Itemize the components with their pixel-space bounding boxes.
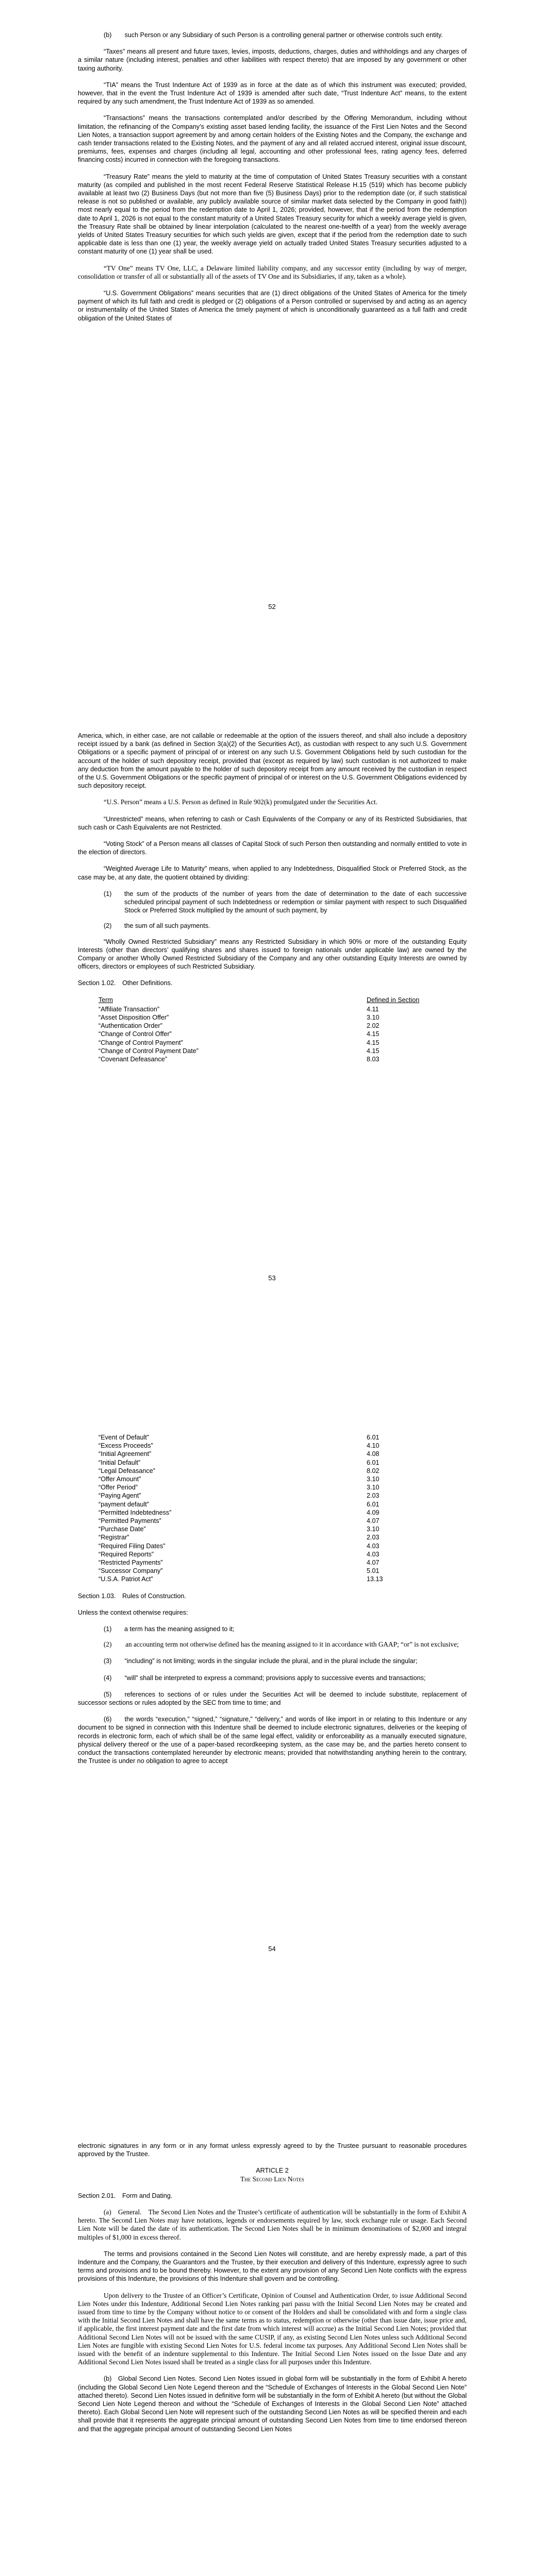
def-treasury-rate: “Treasury Rate” means the yield to maturity at the time of computation of United States Treasury securities with a constant maturity (as compiled and published in the most recent Federal Reserve Statistical Release H.15 (519) which has become publicly available at least two (2) Business Days (but not more than five (5) Business Days) prior to the redemption date (or, if such statistical release is not so published or available, any publicly available source of similar market data selected by the Company in good faith)) most nearly equal to the period from the redemption date to April 1, 2026; provided, however, that if the period from the redemption date to April 1, 2026 is not equal to the constant maturity of a United States Treasury security for which a weekly average yield is given, the Treasury Rate shall be obtained by linear interpolation (calculated to the nearest one-twelfth of a year) from the weekly average yields of United States Treasury securities for which such yields are given, except that if the period from the redemption date to such applicable date is less than one (1) year, the weekly average yield on actually traded United States Treasury securities adjusted to a constant maturity of one (1) year shall be used. — [78, 173, 467, 256]
terms-table-p53 — [78, 1005, 467, 1063]
clause-b: (b) such Person or any Subsidiary of such Person is a controlling general partner or otherwise controls such entity. — [104, 31, 443, 39]
list-text: the words “execution,” “signed,” “signature,” “delivery,” and words of like import in or relating to this Indenture or any document to be signed in connection with this Indenture shall be deemed to include electronic signatures, deliveries or the keeping of records in electronic form, each of which shall be of the same legal effect, validity or enforceability as a manually executed signature, physical delivery thereof or the use of a paper-based recordkeeping system, as the case may be, and the parties hereto consent to conduct the transactions contemplated hereunder by electronic means; provided that notwithstanding anything herein to the contrary, the Trustee is under no obligation to agree to accept — [78, 1716, 467, 1765]
list-number: (1) — [104, 890, 112, 897]
term-section: 8.03 — [367, 1056, 380, 1063]
term-name: “Covenant Defeasance” — [98, 1056, 168, 1063]
terms-table-header — [98, 996, 428, 1004]
term-name: “Paying Agent” — [98, 1492, 141, 1500]
term-name: “Offer Amount” — [98, 1476, 141, 1483]
us-gov-continued: America, which, in either case, are not callable or redeemable at the option of the issuers thereof, and shall also include a depository receipt issued by a bank (as defined in Section 3(a)(2) of the Securities Act), as custodian with respect to any such U.S. Government Obligations or a specific payment of principal of or interest on any such U.S. Government Obligations held by such custodian for the account of the holder of such depository receipt, provided that (except as required by law) such custodian is not authorized to make any deduction from the amount payable to the holder of such depository receipt from any amount received by the custodian in respect of the U.S. Government Obligations or the specific payment of principal of or interest on the U.S. Government Obligations evidenced by such depository receipt. — [78, 732, 467, 790]
page-55-body — [78, 2142, 467, 2442]
term-row — [98, 1533, 428, 1541]
term-name: “Authentication Order” — [98, 1022, 162, 1030]
term-section: 4.07 — [367, 1517, 380, 1525]
def-taxes: “Taxes” means all present and future taxes, levies, imposts, deductions, charges, duties and withholdings and any charges of a similar nature (including interest, penalties and other liabilities with respect thereto) that are imposed by any government or other taxing authority. — [78, 48, 467, 72]
term-section: 6.01 — [367, 1500, 380, 1508]
article-2-title: The Second Lien Notes — [240, 2175, 304, 2183]
term-section: 4.03 — [367, 1542, 380, 1550]
def-tia: “TIA” means the Trust Indenture Act of 1939 as in force at the date as of which this instrument was executed; provided, however, that in the event the Trust Indenture Act of 1939 is amended after such date, “Trust Indenture Act” means, to the extent required by any such amendment, the Trust Indenture Act of 1939 as so amended. — [78, 81, 467, 106]
list-text: “will” shall be interpreted to express a command; provisions apply to successive events and transactions; — [124, 1674, 426, 1682]
page-number: 52 — [268, 603, 276, 611]
def-voting-stock: “Voting Stock” of a Person means all classes of Capital Stock of such Person then outstanding and normally entitled to vote in the election of directors. — [78, 840, 467, 856]
term-row — [98, 1509, 428, 1517]
page-54-body — [78, 1433, 467, 1774]
list-text: the sum of all such payments. — [124, 922, 210, 930]
list-number: (6) — [104, 1716, 112, 1723]
term-row — [98, 1567, 428, 1575]
section-2-01-heading: Section 2.01. Form and Dating. — [78, 2192, 173, 2199]
term-section: 4.15 — [367, 1039, 380, 1046]
term-name: “U.S.A. Patriot Act” — [98, 1575, 153, 1583]
list-number: (2) — [104, 922, 112, 930]
term-section: 4.07 — [367, 1559, 380, 1567]
list-number: (4) — [104, 1674, 112, 1682]
term-section: 8.02 — [367, 1467, 380, 1475]
term-section: 4.15 — [367, 1030, 380, 1038]
term-row — [98, 1575, 428, 1583]
term-section: 2.03 — [367, 1492, 380, 1500]
term-row — [98, 1030, 428, 1038]
page-52 — [0, 0, 544, 703]
page-53 — [0, 703, 544, 1406]
term-section: 6.01 — [367, 1459, 380, 1466]
term-section: 2.02 — [367, 1022, 380, 1030]
term-row — [98, 1055, 428, 1063]
term-name: “Event of Default” — [98, 1434, 149, 1441]
upon-delivery-para: Upon delivery to the Trustee of an Officer’s Certificate, Opinion of Counsel and Authentication Order, to issue Additional Second Lien Notes under this Indenture, Additional Second Lien Notes ranking pari passu with the Initial Second Lien Notes may be created and issued from time to time by the Company without notice to or consent of the Holders and shall be consolidated with and form a single class with the Initial Second Lien Notes and shall have the same terms as to status, redemption or otherwise (other than issue date, issue price and, if applicable, the first interest payment date and the first date from which interest will accrue) as the Initial Second Lien Notes; provided that Additional Second Lien Notes will not be issued with the same CUSIP, if any, as existing Second Lien Notes unless such Additional Second Lien Notes are fungible with existing Second Lien Notes for U.S. federal income tax purposes. Any Additional Second Lien Notes shall be issued with the benefit of an indenture supplemental to this Indenture. The Initial Second Lien Notes issued on the Issue Date and any Additional Second Lien Notes issued shall be treated as a single class for all purposes under this Indenture. — [78, 2291, 467, 2366]
term-section: 3.10 — [367, 1526, 380, 1533]
term-row — [98, 1022, 428, 1030]
term-name: “Required Reports” — [98, 1550, 154, 1558]
rule-5 — [78, 1690, 467, 1707]
term-row — [98, 1517, 428, 1525]
term-row — [98, 1450, 428, 1458]
term-name: “Excess Proceeds” — [98, 1442, 153, 1450]
term-row — [98, 1442, 428, 1450]
term-section: 4.11 — [367, 1005, 379, 1013]
term-row — [98, 1475, 428, 1483]
term-row — [98, 1500, 428, 1509]
list-number: (1) — [104, 1625, 112, 1633]
rule-3 — [78, 1657, 467, 1665]
term-name: “payment default” — [98, 1500, 150, 1508]
term-name: “Required Filing Dates” — [98, 1542, 166, 1550]
term-name: “Registrar” — [98, 1534, 129, 1541]
term-name: “Restricted Payments” — [98, 1559, 163, 1567]
term-row — [98, 1459, 428, 1467]
term-name: “Affiliate Transaction” — [98, 1005, 160, 1013]
term-row — [98, 1433, 428, 1442]
rule-2 — [78, 1640, 467, 1649]
term-row — [98, 1039, 428, 1047]
list-text: “including” is not limiting; words in the singular include the plural, and in the plural include the singular; — [124, 1657, 418, 1665]
term-row — [98, 1013, 428, 1022]
term-name: “Permitted Indebtedness” — [98, 1509, 172, 1516]
term-section: 4.08 — [367, 1450, 380, 1458]
def-unrestricted: “Unrestricted” means, when referring to cash or Cash Equivalents of the Company or any of its Restricted Subsidiaries, that such cash or Cash Equivalents are not Restricted. — [78, 815, 467, 831]
list-text: a term has the meaning assigned to it; — [124, 1625, 235, 1633]
term-section: 4.10 — [367, 1442, 380, 1450]
term-name: “Change of Control Payment Date” — [98, 1047, 199, 1055]
term-name: “Permitted Payments” — [98, 1517, 161, 1525]
terms-table-p54 — [78, 1433, 467, 1584]
term-name: “Purchase Date” — [98, 1526, 146, 1533]
unless-context: Unless the context otherwise requires: — [78, 1608, 188, 1616]
clause-b-global-notes: (b) Global Second Lien Notes. Second Lien Notes issued in global form will be substantially in the form of Exhibit A hereto (including the Global Second Lien Note Legend thereon and the “Schedule of Exchanges of Interests in the Global Second Lien Note” attached thereto). Second Lien Notes issued in definitive form will be substantially in the form of Exhibit A hereto (but without the Global Second Lien Note Legend thereon and without the “Schedule of Exchanges of Interests in the Global Second Lien Note” attached thereto). Each Global Second Lien Note will represent such of the outstanding Second Lien Notes as will be specified therein and each shall provide that it represents the aggregate principal amount of outstanding Second Lien Notes from time to time endorsed thereon and that the aggregate principal amount of outstanding Second Lien Notes — [78, 2375, 467, 2433]
wal-item-1 — [78, 890, 467, 915]
term-row — [98, 1467, 428, 1475]
term-name: “Change of Control Offer” — [98, 1030, 172, 1038]
clause-a-general: (a) General. The Second Lien Notes and the Trustee’s certificate of authentication will be substantially in the form of Exhibit A hereto. The Second Lien Notes may have notations, legends or endorsements required by law, stock exchange rule or usage. Each Second Lien Note will be dated the date of its authentication. The Second Lien Notes shall be in minimum denominations of $2,000 and integral multiples of $1,000 in excess thereof. — [78, 2208, 467, 2241]
article-2-heading: ARTICLE 2 — [256, 2167, 289, 2175]
page-55 — [0, 2110, 544, 2576]
def-us-person: “U.S. Person” means a U.S. Person as defined in Rule 902(k) promulgated under the Securities Act. — [104, 798, 378, 806]
term-name: “Offer Period” — [98, 1484, 138, 1492]
term-name: “Legal Defeasance” — [98, 1467, 155, 1475]
terms-provisions-para: The terms and provisions contained in the Second Lien Notes will constitute, and are hereby expressly made, a part of this Indenture and the Company, the Guarantors and the Trustee, by their execution and delivery of this Indenture, expressly agree to such terms and provisions and to be bound thereby. However, to the extent any provision of any Second Lien Note conflicts with the express provisions of this Indenture, the provisions of this Indenture shall govern and be controlling. — [78, 2250, 467, 2283]
list-text: references to sections of or rules under the Securities Act will be deemed to include substitute, replacement of successor sections or rules adopted by the SEC from time to time; and — [78, 1690, 467, 1707]
def-tv-one: “TV One” means TV One, LLC, a Delaware limited liability company, and any successor entity (including by way of merger, consolidation or transfer of all or substantially all of the assets of TV One and its Subsidiaries, if any, taken as a whole). — [78, 264, 467, 280]
term-name: “Change of Control Payment” — [98, 1039, 183, 1046]
page-number: 53 — [268, 1274, 276, 1282]
term-section: 3.10 — [367, 1484, 380, 1492]
term-section: 4.15 — [367, 1047, 380, 1055]
section-1-03-heading: Section 1.03. Rules of Construction. — [78, 1592, 187, 1600]
term-section: 5.01 — [367, 1567, 380, 1575]
term-section: 4.03 — [367, 1550, 380, 1558]
list-number: (3) — [104, 1657, 112, 1665]
def-transactions: “Transactions” means the transactions contemplated and/or described by the Offering Memorandum, including without limitation, the refinancing of the Company’s existing asset based lending facility, the issuance of the First Lien Notes and the Second Lien Notes, a transaction support agreement by and among certain holders of the Existing Notes and the Company, the exchange and cash tender transactions related to the Existing Notes, and the payment of any and all related accrued interest, original issue discount, premiums, fees, expenses and charges (including all legal, accounting and other professional fees, rating agency fees, deferred financing costs) incurred in connection with the foregoing transactions. — [78, 114, 467, 164]
defined-header: Defined in Section — [367, 996, 420, 1004]
page-54 — [0, 1406, 544, 2110]
term-name: “Asset Disposition Offer” — [98, 1014, 169, 1022]
term-section: 3.10 — [367, 1014, 380, 1022]
section-1-02-heading: Section 1.02. Other Definitions. — [78, 979, 173, 987]
term-name: “Initial Default” — [98, 1459, 141, 1466]
term-header: Term — [98, 996, 113, 1004]
page-number: 54 — [268, 1945, 276, 1953]
term-row — [98, 1525, 428, 1533]
rule-6-continued: electronic signatures in any form or in any format unless expressly agreed to by the Trustee pursuant to reasonable procedures approved by the Trustee. — [78, 2142, 467, 2158]
list-number: (5) — [104, 1690, 112, 1698]
rule-4 — [78, 1674, 467, 1682]
page-53-body — [78, 732, 467, 1063]
term-row — [98, 1047, 428, 1055]
def-weighted-average-life: “Weighted Average Life to Maturity” means, when applied to any Indebtedness, Disqualified Stock or Preferred Stock, as the case may be, at any date, the quotient obtained by dividing: — [78, 865, 467, 881]
list-number: (2) — [104, 1640, 112, 1649]
page-52-body — [78, 31, 467, 331]
term-section: 6.01 — [367, 1434, 380, 1441]
list-text: the sum of the products of the number of years from the date of determination to the date of each successive scheduled principal payment of such Indebtedness or redemption or similar payment with respect to such Disqualified Stock or Preferred Stock multiplied by the amount of such payment, by — [124, 890, 467, 914]
def-wholly-owned: “Wholly Owned Restricted Subsidiary” means any Restricted Subsidiary in which 90% or more of the outstanding Equity Interests (other than directors’ qualifying shares and shares issued to foreign nationals under applicable law) are owned by the Company or another Wholly Owned Restricted Subsidiary of the Company and any other outstanding Equity Interests are owned by officers, directors or employees of such Restricted Subsidiary. — [78, 938, 467, 971]
term-row — [98, 1550, 428, 1558]
wal-item-2 — [78, 922, 467, 930]
term-section: 2.03 — [367, 1534, 380, 1541]
term-name: “Successor Company” — [98, 1567, 163, 1575]
term-row — [98, 1483, 428, 1492]
rule-1 — [78, 1625, 467, 1633]
term-section: 4.09 — [367, 1509, 380, 1516]
term-section: 13.13 — [367, 1575, 383, 1583]
term-row — [98, 1492, 428, 1500]
rule-6 — [78, 1715, 467, 1765]
list-text: an accounting term not otherwise defined has the meaning assigned to it in accordance with GAAP; “or” is not exclusive; — [125, 1640, 459, 1649]
term-row — [98, 1542, 428, 1550]
term-name: “Initial Agreement” — [98, 1450, 152, 1458]
term-section: 3.10 — [367, 1476, 380, 1483]
term-row — [98, 1558, 428, 1567]
term-row — [98, 1005, 428, 1013]
def-us-gov-obligations: “U.S. Government Obligations” means securities that are (1) direct obligations of the United States of America for the timely payment of which its full faith and credit is pledged or (2) obligations of a Person controlled or supervised by and acting as an agency or instrumentality of the United States of America the timely payment of which is unconditionally guaranteed as a full faith and credit obligation of the United States of — [78, 290, 467, 322]
